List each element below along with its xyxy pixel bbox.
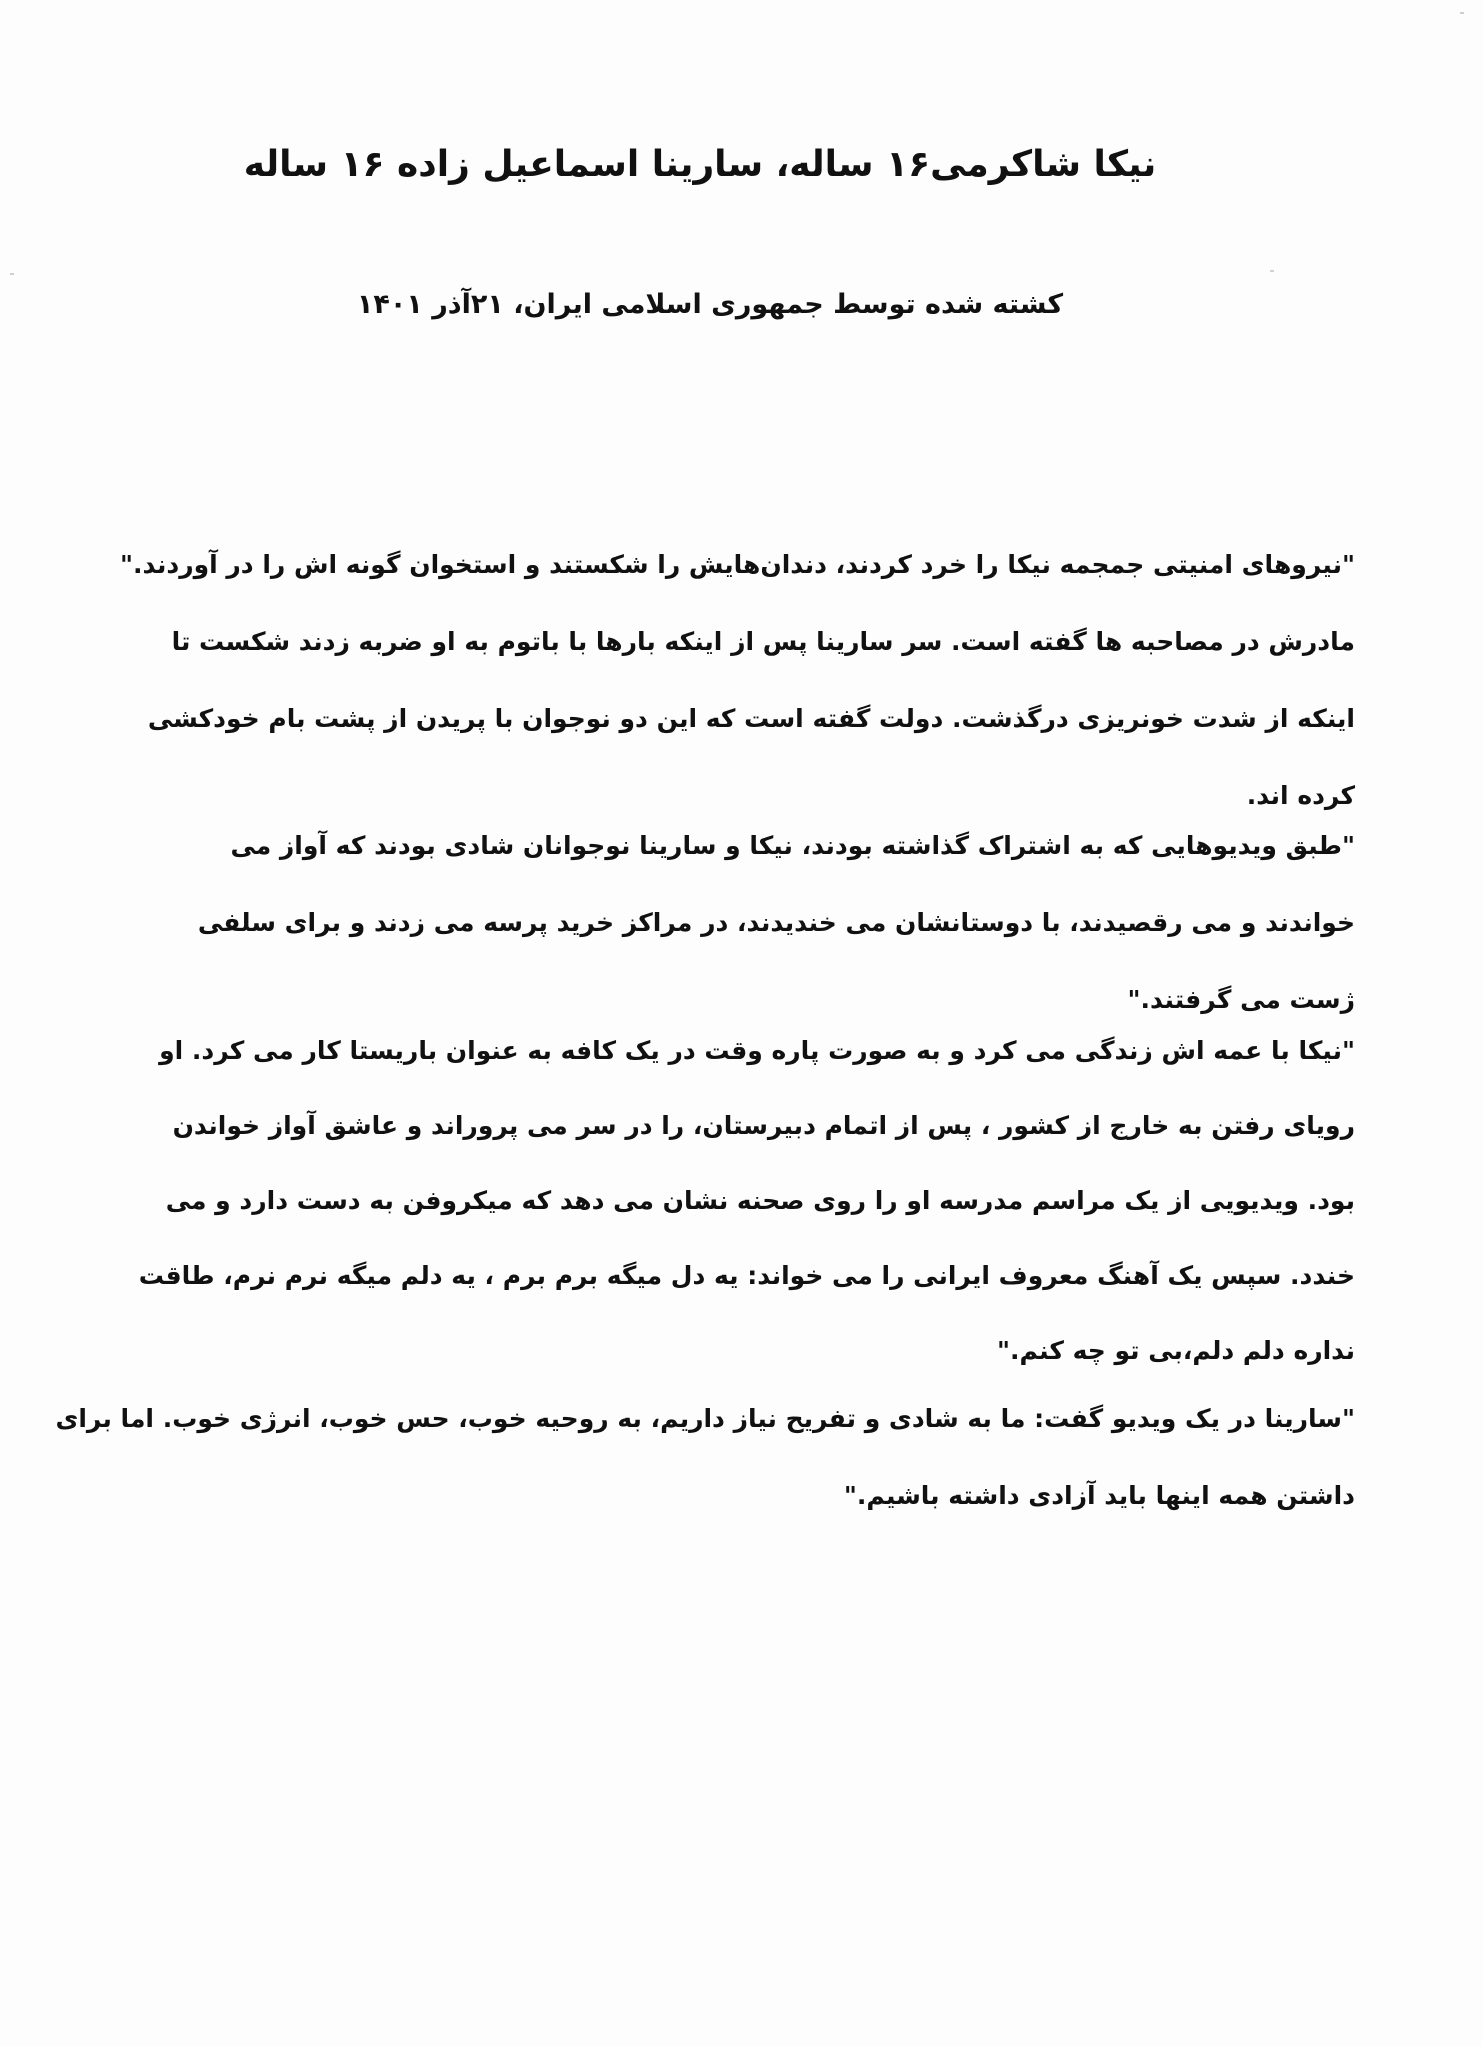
paragraph-2: "طبق ویدیوهایی که به اشتراک گذاشته بودند، نیکا و سارینا نوجوانان شادی بودند که آواز می خواندند و می رقصیدند، با دوستانشان می خندیدند، در مراکز خرید پرسه می زدند و برای سلفی ژست می گرفتند." — [197, 831, 1355, 1014]
scan-speck — [10, 273, 14, 275]
scan-speck — [1460, 12, 1464, 14]
paragraph-1: "نیروهای امنیتی جمجمه نیکا را خرد کردند، دندان‌هایش را شکستند و استخوان گونه اش را در آوردند." مادرش در مصاحبه ها گفته است. سر سارینا پس از اینکه بارها با باتوم به او ضربه زدند شکست تا اینکه از شدت خونریزی درگذشت. دولت گفته است که این دو نوجوان با پریدن از پشت بام خودکشی کرده اند. — [120, 550, 1355, 810]
document-subtitle: کشته شده توسط جمهوری اسلامی ایران، ۲۱آذر ۱۴۰۱ — [356, 289, 1064, 320]
document-title: نیکا شاکرمی۱۶ ساله، سارینا اسماعیل زاده ۱۶ ساله — [243, 144, 1157, 185]
scan-speck — [1270, 270, 1274, 272]
paragraph-3: "نیکا با عمه اش زندگی می کرد و به صورت پاره وقت در یک کافه به عنوان باریستا کار می کرد. او رویای رفتن به خارج از کشور ، پس از اتمام دبیرستان، را در سر می پروراند و عاشق آواز خواندن بود. ویدیویی از یک مراسم مدرسه او را روی صحنه نشان می دهد که میکروفن به دست دارد و می خندد. سپس یک آهنگ معروف ایرانی را می خواند: یه دل میگه برم برم ، یه دلم میگه نرم نرم، طاقت نداره دلم دلم،بی تو چه کنم." — [138, 1036, 1355, 1365]
paragraph-4: "سارینا در یک ویدیو گفت: ما به شادی و تفریح نیاز داریم، به روحیه خوب، حس خوب، انرژی خوب. اما برای داشتن همه اینها باید آزادی داشته باشیم." — [55, 1404, 1355, 1510]
